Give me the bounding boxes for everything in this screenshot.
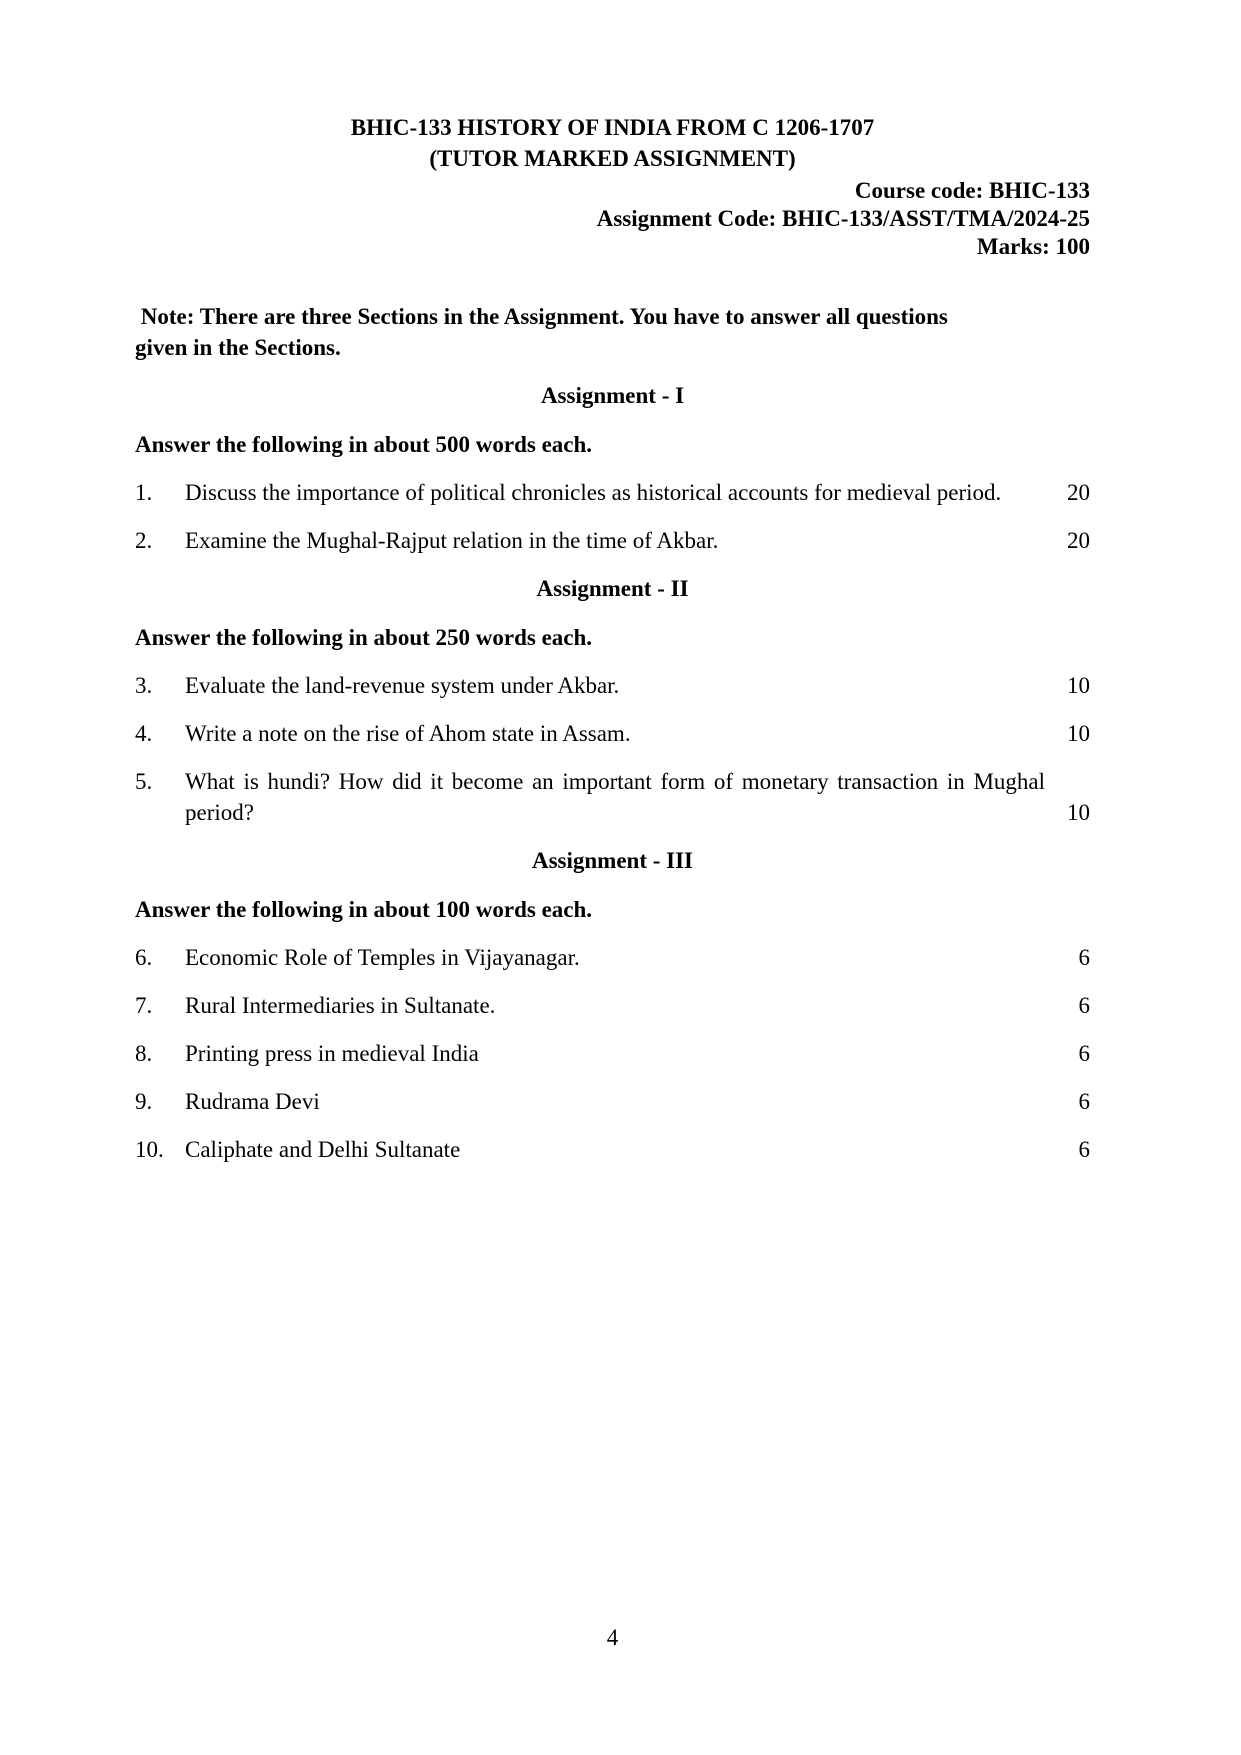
question-number: 6.	[135, 945, 153, 970]
question-number: 8.	[135, 1041, 153, 1066]
section-heading-2: Assignment - II	[536, 576, 689, 601]
question-row-10	[135, 1134, 1090, 1165]
header-meta	[135, 177, 1090, 261]
section-heading-1: Assignment - I	[540, 383, 685, 408]
question-number: 10.	[135, 1137, 164, 1162]
course-code: Course code: BHIC-133	[854, 178, 1090, 203]
question-number: 4.	[135, 721, 153, 746]
question-number: 9.	[135, 1089, 153, 1114]
document-title: BHIC-133 HISTORY OF INDIA FROM C 1206-1707	[350, 115, 875, 140]
question-number: 3.	[135, 673, 153, 698]
question-text: Economic Role of Temples in Vijayanagar.	[185, 945, 580, 970]
section-instruction-2: Answer the following in about 250 words each.	[135, 625, 593, 650]
question-number: 2.	[135, 528, 153, 553]
assignment-code: Assignment Code: BHIC-133/ASST/TMA/2024-25	[596, 206, 1090, 231]
question-row-8	[135, 1038, 1090, 1069]
question-row-1	[135, 477, 1090, 508]
question-marks: 20	[1067, 480, 1090, 505]
question-row-7	[135, 990, 1090, 1021]
question-text: What is hundi? How did it become an important form of monetary transaction in Mughal period?	[185, 769, 1045, 825]
question-text: Write a note on the rise of Ahom state in Assam.	[185, 721, 631, 746]
question-marks: 10	[1067, 800, 1090, 825]
question-number: 5.	[135, 769, 153, 794]
section-instruction-3: Answer the following in about 100 words each.	[135, 897, 593, 922]
note-line-1: Note: There are three Sections in the Assignment. You have to answer all questions	[135, 304, 948, 329]
question-marks: 6	[1078, 1137, 1090, 1162]
question-marks: 6	[1078, 1041, 1090, 1066]
page-number: 4	[606, 1625, 619, 1650]
question-row-9	[135, 1086, 1090, 1117]
question-text: Printing press in medieval India	[185, 1041, 479, 1066]
note	[135, 301, 1090, 363]
question-text: Examine the Mughal-Rajput relation in the time of Akbar.	[185, 528, 719, 553]
question-marks: 6	[1078, 945, 1090, 970]
question-marks: 6	[1078, 993, 1090, 1018]
document-subtitle: (TUTOR MARKED ASSIGNMENT)	[429, 146, 796, 171]
question-text: Rudrama Devi	[185, 1089, 320, 1114]
question-number: 7.	[135, 993, 153, 1018]
question-text: Discuss the importance of political chronicles as historical accounts for medieval period.	[185, 480, 1002, 505]
question-row-5	[135, 766, 1090, 828]
question-number: 1.	[135, 480, 153, 505]
question-row-2	[135, 525, 1090, 556]
question-marks: 6	[1078, 1089, 1090, 1114]
section-instruction-1: Answer the following in about 500 words each.	[135, 432, 593, 457]
question-marks: 10	[1067, 721, 1090, 746]
question-row-6	[135, 942, 1090, 973]
total-marks: Marks: 100	[976, 234, 1090, 259]
section-heading-3: Assignment - III	[531, 848, 694, 873]
question-text: Caliphate and Delhi Sultanate	[185, 1137, 461, 1162]
question-text: Rural Intermediaries in Sultanate.	[185, 993, 496, 1018]
note-line-2: given in the Sections.	[135, 335, 341, 360]
question-row-4	[135, 718, 1090, 749]
question-marks: 10	[1067, 673, 1090, 698]
question-marks: 20	[1067, 528, 1090, 553]
question-row-3	[135, 670, 1090, 701]
question-text: Evaluate the land-revenue system under Akbar.	[185, 673, 620, 698]
